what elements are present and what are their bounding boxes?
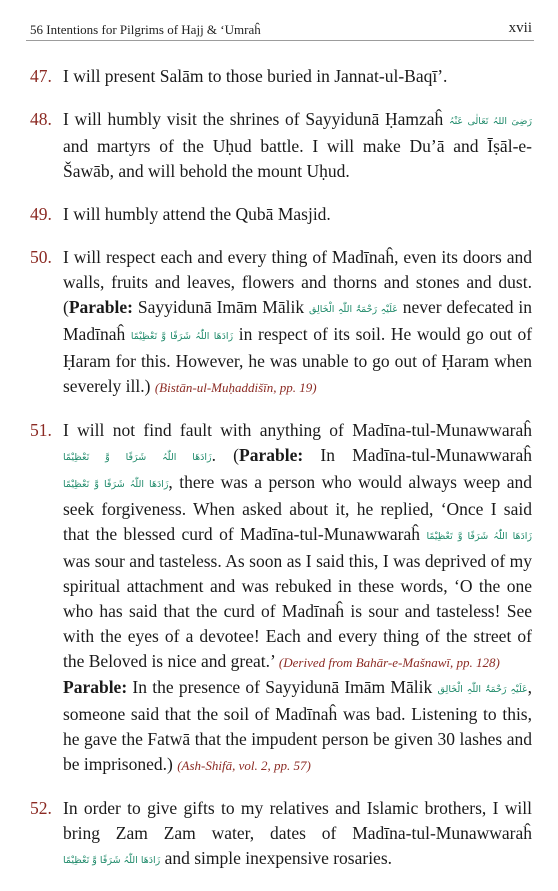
arabic-invocation: زَادَھَا اللّٰہُ شَرَفًا وَّ تَعْظِیْمًا bbox=[130, 331, 234, 342]
parable-label: Parable: bbox=[63, 677, 128, 697]
parable-paragraph: Parable: In the presence of Sayyidunā Imām Mālik عَلَیْہِ رَحْمَۃُ اللّٰہِ الْخَالِق, someone said that the soil of Madīnaĥ was bad. Listening to this, he gave the Fatwā that the impudent person be given 30 lashes and be imprisoned.) (Ash-Shifā, vol. 2, pp. 57) bbox=[63, 677, 533, 774]
intention-47 bbox=[30, 64, 532, 89]
item-text: In order to give gifts to my relatives and Islamic brothers, I will bring Zam Zam water, dates of Madīna-tul-Munawwaraĥ زَادَھَا اللّٰہُ شَرَفًا وَّ تَعْظِیْمًا and simple inexpensive rosaries. bbox=[63, 798, 532, 868]
parable-label: Parable: bbox=[239, 445, 304, 465]
arabic-invocation: عَلَیْہِ رَحْمَۃُ اللّٰہِ الْخَالِق bbox=[308, 304, 398, 315]
item-number: 48. bbox=[30, 109, 52, 129]
running-title: 56 Intentions for Pilgrims of Hajj & ‘Umraĥ bbox=[30, 22, 261, 37]
item-number: 47. bbox=[30, 66, 52, 86]
page-number: xvii bbox=[508, 20, 532, 36]
arabic-invocation: عَلَیْہِ رَحْمَۃُ اللّٰہِ الْخَالِق bbox=[437, 684, 528, 695]
intention-51 bbox=[30, 418, 532, 778]
item-text: I will not find fault with anything of Madīna-tul-Munawwaraĥ زَادَھَا اللّٰہُ شَرَفًا وَّ تَعْظِیْمًا. (Parable: In Madīna-tul-Munawwaraĥ زَادَھَا اللّٰہُ شَرَفًا وَّ تَعْظِیْمًا, there was a person who would always weep and seek forgiveness. When asked about it, he replied, ‘Once I said that the blessed curd of Madīna-tul-Munawwaraĥ زَادَھَا اللّٰہُ شَرَفًا وَّ تَعْظِیْمًا was sour and tasteless. As soon as I said this, I was deprived of my spiritual attachment and was rebuked in these words, ‘O the one who has said that the curd of Madīnaĥ is sour and tasteless! See with the eyes of a devotee! Each and every thing of the street of the Beloved is nice and great.’ (Derived from Bahār-e-Mašnawī, pp. 128) bbox=[63, 420, 532, 671]
intention-48 bbox=[30, 107, 532, 184]
item-text: I will humbly visit the shrines of Sayyidunā Ḥamzaĥ رَضِیَ اللہُ تَعَالٰی عَنْہُ and martyrs of the Uḥud battle. I will make Du’ā and Īṣāl-e-Šawāb, and will behold the mount Uḥud. bbox=[63, 109, 532, 181]
parable-label: Parable: bbox=[68, 297, 133, 317]
item-text: I will present Salām to those buried in Jannat-ul-Baqī’. bbox=[63, 66, 448, 86]
item-text: I will respect each and every thing of Madīnaĥ, even its doors and walls, fruits and leaves, flowers and thorns and stones and dust. (Parable: Sayyidunā Imām Mālik عَلَیْہِ رَحْمَۃُ اللّٰہِ الْخَالِق never defecated in Madīnaĥ زَادَھَا اللّٰہُ شَرَفًا وَّ تَعْظِیْمًا in respect of its soil. He would go out of Ḥaram for this. However, he was unable to go out of Ḥaram when severely ill.) (Bistān-ul-Muḥaddišīn, pp. 19) bbox=[63, 247, 533, 396]
running-header bbox=[26, 0, 534, 41]
citation: (Ash-Shifā, vol. 2, pp. 57) bbox=[177, 758, 311, 773]
citation: (Derived from Bahār-e-Mašnawī, pp. 128) bbox=[278, 655, 500, 670]
intentions-list bbox=[30, 64, 532, 891]
intention-49 bbox=[30, 202, 532, 227]
arabic-invocation: زَادَھَا اللّٰہُ شَرَفًا وَّ تَعْظِیْمًا bbox=[426, 531, 532, 542]
citation: (Bistān-ul-Muḥaddišīn, pp. 19) bbox=[154, 380, 317, 395]
intention-52 bbox=[30, 796, 532, 873]
item-number: 49. bbox=[30, 204, 52, 224]
arabic-invocation: زَادَھَا اللّٰہُ شَرَفًا وَّ تَعْظِیْمًا bbox=[63, 855, 161, 866]
item-number: 50. bbox=[30, 247, 52, 267]
intention-50 bbox=[30, 245, 532, 400]
item-text: I will humbly attend the Qubā Masjid. bbox=[63, 204, 331, 224]
arabic-invocation: رَضِیَ اللہُ تَعَالٰی عَنْہُ bbox=[449, 116, 532, 127]
arabic-invocation: زَادَھَا اللّٰہُ شَرَفًا وَّ تَعْظِیْمًا bbox=[63, 479, 169, 490]
arabic-invocation: زَادَھَا اللّٰہُ شَرَفًا وَّ تَعْظِیْمًا bbox=[63, 452, 212, 463]
item-number: 52. bbox=[30, 798, 52, 818]
item-number: 51. bbox=[30, 420, 52, 440]
